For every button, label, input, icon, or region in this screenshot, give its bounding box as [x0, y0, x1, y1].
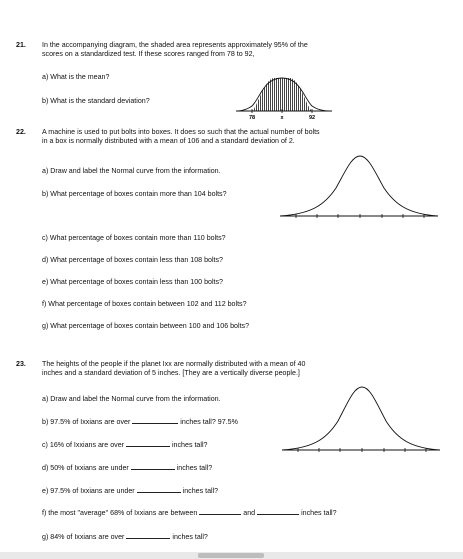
- q23-part-e-prefix: e) 97.5% of Ixxians are under: [42, 487, 135, 495]
- q23-part-e-blank[interactable]: [137, 485, 181, 493]
- q23-part-f-middle: and: [243, 509, 256, 517]
- q23-part-b: [42, 416, 238, 427]
- q23-part-g-prefix: g) 84% of Ixxians are over: [42, 533, 125, 541]
- q23-normal-curve: [278, 380, 442, 458]
- q21-label-92: 92: [308, 115, 316, 121]
- q22-part-f: f) What percentage of boxes contain between 102 and 112 bolts?: [42, 300, 247, 308]
- q22-text-line1: A machine is used to put bolts into boxes. It does so such that the actual number of bolts: [42, 128, 320, 136]
- q21-label-mean: x: [280, 115, 284, 121]
- q21-shaded-normal-curve: [236, 74, 332, 120]
- q23-part-a: a) Draw and label the Normal curve from the information.: [42, 395, 221, 403]
- q23-part-b-prefix: b) 97.5% of Ixxians are over: [42, 418, 131, 426]
- q21-part-a: a) What is the mean?: [42, 73, 110, 81]
- q23-part-d-prefix: d) 50% of Ixxians are under: [42, 464, 129, 472]
- q23-part-f-prefix: f) the most "average" 68% of Ixxians are between: [42, 509, 198, 517]
- q23-text-line2: inches and a standard deviation of 5 inches. [They are a vertically diverse people.]: [42, 369, 300, 377]
- q22-text-line2: in a box is normally distributed with a mean of 106 and a standard deviation of 2.: [42, 137, 295, 145]
- q21-text-line1: In the accompanying diagram, the shaded area represents approximately 95% of the: [42, 41, 308, 49]
- q23-part-e-suffix: inches tall?: [182, 487, 219, 495]
- q23-part-c-prefix: c) 16% of Ixxians are over: [42, 441, 125, 449]
- q23-part-c: [42, 439, 207, 450]
- q23-part-c-blank[interactable]: [126, 439, 170, 447]
- q23-text-line1: The heights of the people if the planet Ixx are normally distributed with a mean of 40: [42, 360, 306, 368]
- q23-part-f-suffix: inches tall?: [301, 509, 337, 517]
- q22-part-d: d) What percentage of boxes contain less than 108 bolts?: [42, 256, 224, 264]
- q23-part-g: [42, 531, 208, 542]
- q23-part-e: [42, 485, 218, 496]
- q21-part-b: b) What is the standard deviation?: [42, 97, 150, 105]
- q23-part-f-blank-2[interactable]: [257, 507, 299, 515]
- q23-part-d-suffix: inches tall?: [176, 464, 213, 472]
- q22-part-b: b) What percentage of boxes contain more than 104 bolts?: [42, 190, 227, 198]
- q23-part-g-suffix: inches tall?: [172, 533, 208, 541]
- q23-part-c-suffix: inches tall?: [171, 441, 208, 449]
- q21-label-78: 78: [248, 115, 256, 121]
- q23-part-f: [42, 507, 337, 518]
- q21-text-line2: scores on a standardized test. If these scores ranged from 78 to 92,: [42, 50, 255, 58]
- q22-part-a: a) Draw and label the Normal curve from the information.: [42, 167, 221, 175]
- scrollbar-thumb[interactable]: [198, 553, 264, 558]
- q22-part-g: g) What percentage of boxes contain between 100 and 106 bolts?: [42, 322, 250, 330]
- q23-number: 23.: [16, 360, 26, 368]
- q22-normal-curve: [276, 150, 440, 224]
- q23-part-g-blank[interactable]: [126, 531, 170, 539]
- q22-number: 22.: [16, 128, 26, 136]
- q23-part-b-suffix: inches tall? 97.5%: [180, 418, 238, 426]
- q22-part-c: c) What percentage of boxes contain more than 110 bolts?: [42, 234, 226, 242]
- q23-part-d-blank[interactable]: [131, 462, 175, 470]
- q23-part-b-blank[interactable]: [132, 416, 178, 424]
- q23-part-f-blank-1[interactable]: [199, 507, 241, 515]
- q22-part-e: e) What percentage of boxes contain less than 100 bolts?: [42, 278, 224, 286]
- q23-part-d: [42, 462, 212, 473]
- q21-number: 21.: [16, 41, 26, 49]
